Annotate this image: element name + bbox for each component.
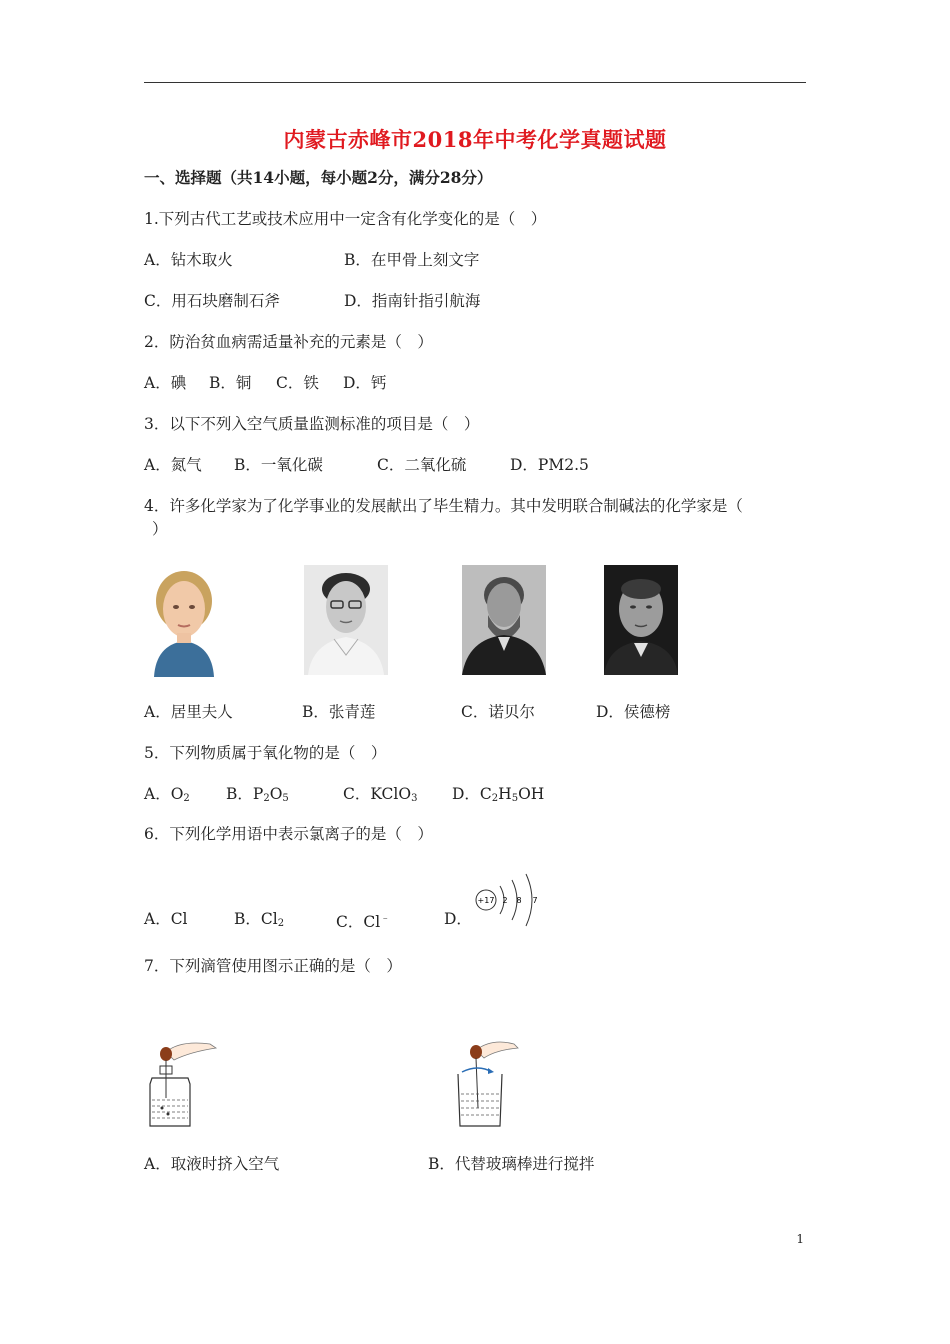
question-5-option-d: D．$C_2H_5OH$ xyxy=(452,785,545,804)
question-5-option-b: B．$P_2O_5$ xyxy=(226,785,289,804)
question-1-option-a: A．钻木取火 xyxy=(144,251,233,269)
question-1-option-d: D．指南针指引航海 xyxy=(344,292,481,310)
question-4-stem-cont: ） xyxy=(152,520,168,538)
nucleus-label: +17 xyxy=(477,896,495,905)
portrait-hou-debang xyxy=(604,565,678,675)
question-5-option-a: A．$O_2$ xyxy=(144,785,190,804)
question-2-stem: 2．防治贫血病需适量补充的元素是（ ） xyxy=(144,333,433,351)
header-rule xyxy=(144,82,806,83)
question-6-stem: 6．下列化学用语中表示氯离子的是（ ） xyxy=(144,825,433,843)
question-1-option-c: C．用石块磨制石斧 xyxy=(144,292,280,310)
question-6-option-a: A．Cl xyxy=(144,910,188,928)
portrait-zhang-qinglian xyxy=(304,565,388,675)
question-3-option-d: D．PM2.5 xyxy=(510,456,589,474)
shell-1-label: 2 xyxy=(502,896,508,905)
question-5-option-c: C．KClO$_3$ xyxy=(343,785,418,804)
question-6-option-c: C．Cl﹣ xyxy=(336,913,391,931)
chlorine-atom-structure-diagram xyxy=(470,870,550,930)
portrait-nobel xyxy=(462,565,546,675)
question-5-stem: 5．下列物质属于氧化物的是（ ） xyxy=(144,744,387,762)
page-title: 内蒙古赤峰市2018年中考化学真题试题 xyxy=(283,127,667,152)
portrait-curie xyxy=(144,565,224,677)
question-2-option-b: B．铜 xyxy=(209,374,252,392)
question-7-option-a: A．取液时挤入空气 xyxy=(144,1155,280,1173)
question-4-stem: 4．许多化学家为了化学事业的发展献出了毕生精力。其中发明联合制碱法的化学家是（ xyxy=(144,497,743,515)
question-6-option-b: B．$Cl_2$ xyxy=(234,910,285,929)
question-3-option-c: C．二氧化硫 xyxy=(377,456,467,474)
question-3-option-a: A．氮气 xyxy=(144,456,202,474)
question-4-option-a: A．居里夫人 xyxy=(144,703,233,721)
question-3-stem: 3．以下不列入空气质量监测标准的项目是（ ） xyxy=(144,415,480,433)
question-2-option-d: D．钙 xyxy=(343,374,387,392)
section-heading: 一、选择题（共14小题，每小题2分，满分28分） xyxy=(144,168,493,187)
question-1-stem: 1.下列古代工艺或技术应用中一定含有化学变化的是（ ） xyxy=(144,210,547,228)
question-6-option-d: D． xyxy=(444,910,472,928)
question-2-option-a: A．碘 xyxy=(144,374,187,392)
question-4-option-d: D．侯德榜 xyxy=(596,703,671,721)
question-1-option-b: B．在甲骨上刻文字 xyxy=(344,251,480,269)
question-2-option-c: C．铁 xyxy=(276,374,319,392)
dropper-stirring-illustration xyxy=(452,1038,532,1130)
question-3-option-b: B．一氧化碳 xyxy=(234,456,323,474)
question-4-option-c: C．诺贝尔 xyxy=(461,703,535,721)
question-4-option-b: B．张青莲 xyxy=(302,703,376,721)
question-7-stem: 7．下列滴管使用图示正确的是（ ） xyxy=(144,957,402,975)
shell-2-label: 8 xyxy=(516,896,522,905)
page-number: 1 xyxy=(796,1232,804,1246)
question-7-option-b: B．代替玻璃棒进行搅拌 xyxy=(428,1155,595,1173)
shell-3-label: 7 xyxy=(532,896,538,905)
dropper-into-bottle-illustration xyxy=(140,1038,220,1130)
